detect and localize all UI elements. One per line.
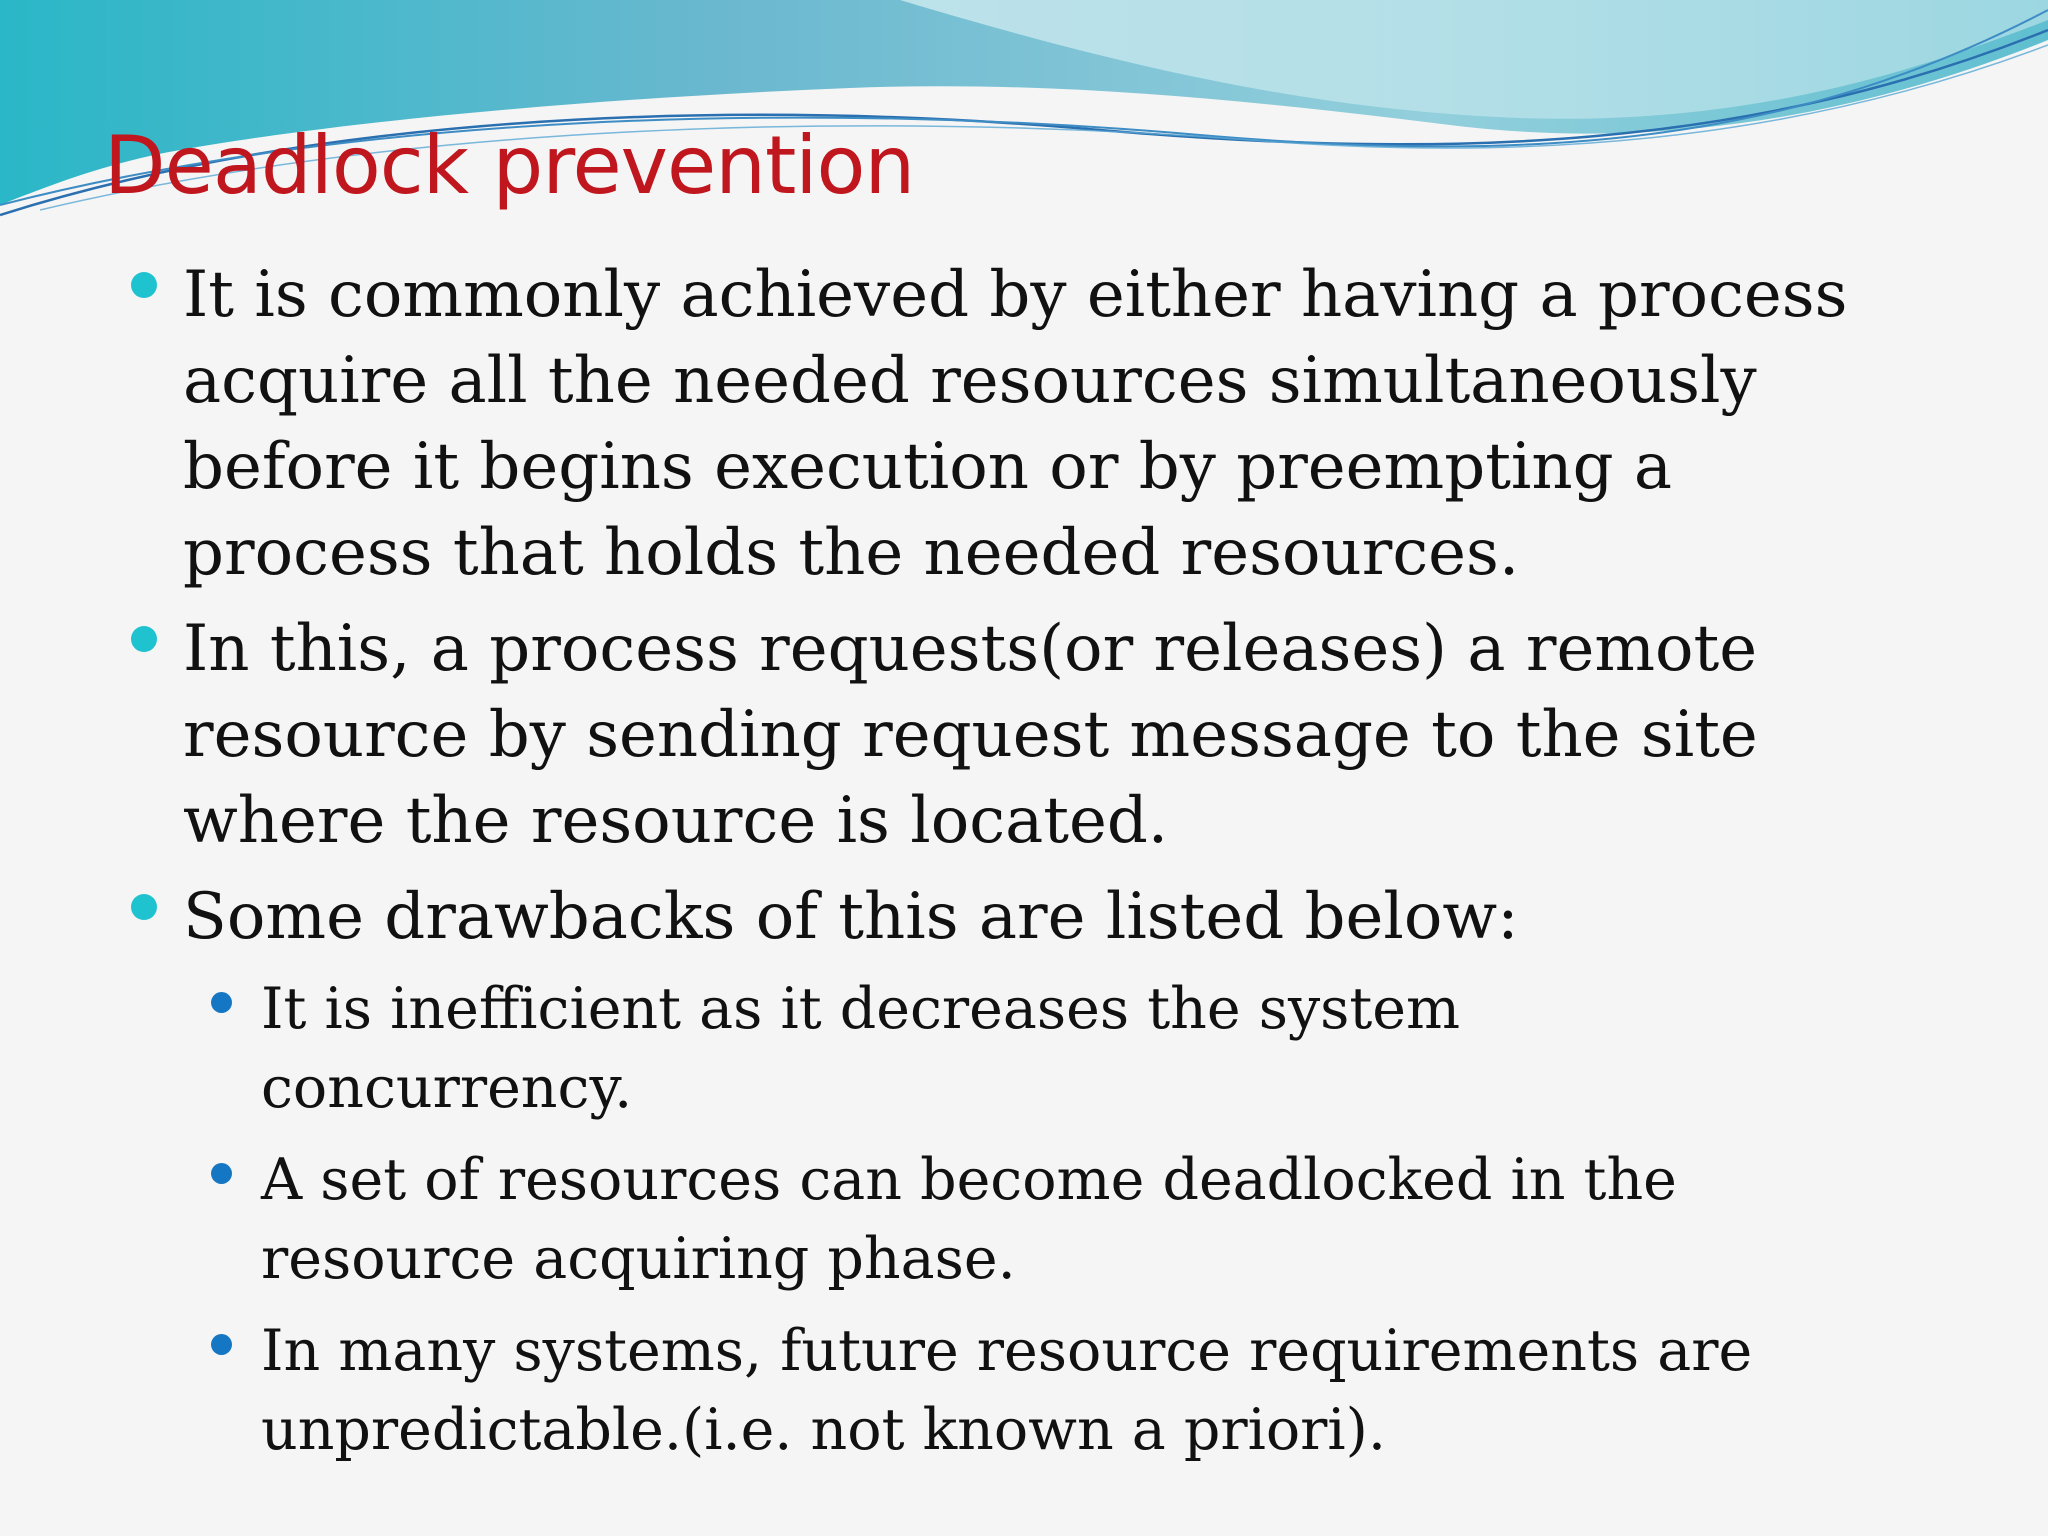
sub-bullet-item (261, 1141, 2021, 1299)
slide-title: Deadlock prevention (104, 119, 915, 212)
bullet-text-line: In this, a process requests(or releases) a remote (183, 612, 1758, 686)
bullet-list (0, 252, 2048, 1483)
sub-bullet-item (261, 1312, 2021, 1470)
bullet-item (183, 606, 2023, 864)
bullet-text-line: before it begins execution or by preempting a (183, 430, 1673, 504)
sub-bullet-text-line: It is inefficient as it decreases the system (261, 976, 1461, 1042)
bullet-text-line: resource by sending request message to the site (183, 698, 1758, 772)
bullet-text-line: Some drawbacks of this are listed below: (183, 880, 1519, 954)
bullet-text-line: where the resource is located. (183, 784, 1169, 858)
bullet-icon (131, 626, 157, 652)
sub-bullet-icon (211, 992, 232, 1013)
sub-bullet-text-line: resource acquiring phase. (261, 1226, 1016, 1292)
sub-bullet-icon (211, 1163, 232, 1184)
bullet-icon (131, 272, 157, 298)
bullet-text-line: It is commonly achieved by either having a process (183, 258, 1848, 332)
bullet-text-line: process that holds the needed resources. (183, 516, 1520, 590)
sub-bullet-text-line: concurrency. (261, 1055, 633, 1121)
sub-bullet-text-line: A set of resources can become deadlocked in the (261, 1147, 1677, 1213)
bullet-icon (131, 894, 157, 920)
bullet-item (183, 874, 2023, 960)
sub-bullet-item (261, 970, 2021, 1128)
bullet-text-line: acquire all the needed resources simultaneously (183, 344, 1757, 418)
bullet-item (183, 252, 2023, 596)
sub-bullet-icon (211, 1334, 232, 1355)
sub-bullet-text-line: unpredictable.(i.e. not known a priori). (261, 1397, 1386, 1463)
sub-bullet-text-line: In many systems, future resource requirements are (261, 1318, 1753, 1384)
